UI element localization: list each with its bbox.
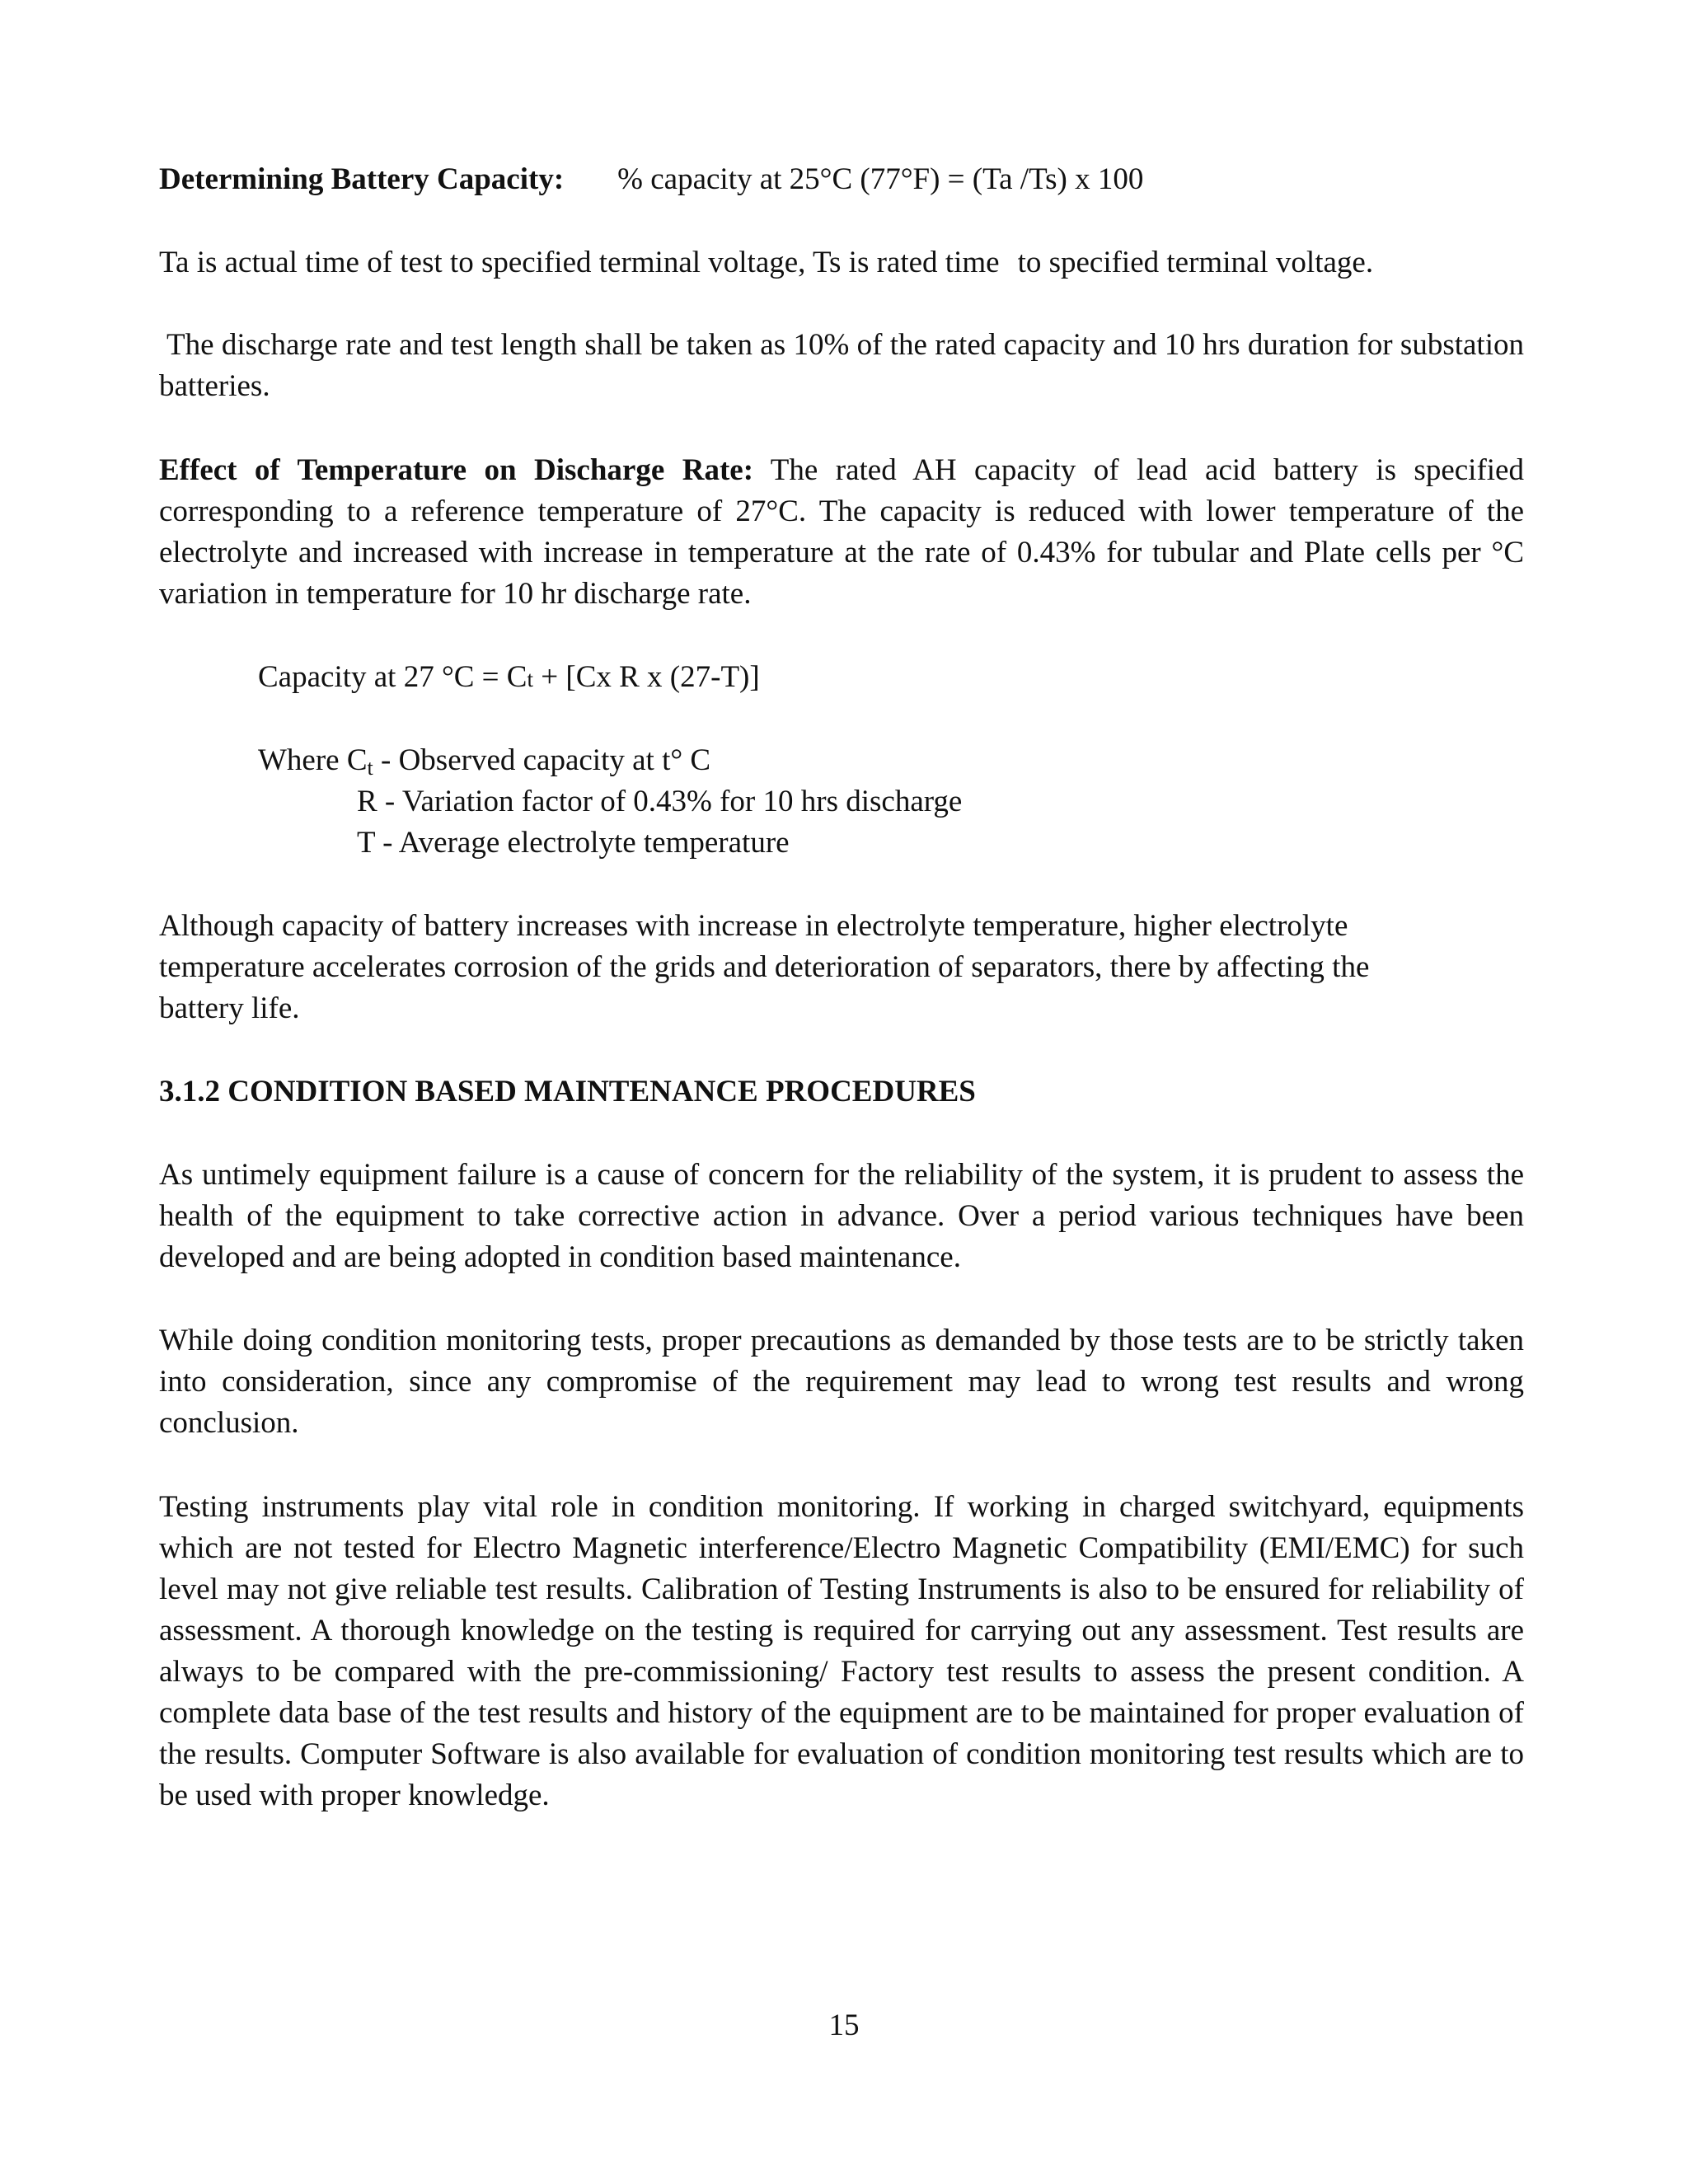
paragraph-precautions: While doing condition monitoring tests, proper precautions as demanded by those tests are to be strictly taken into consideration, since any compromise of the requirement may lead to wrong test results and wrong conclusion. (159, 1324, 1524, 1440)
discharge-rate-paragraph: The discharge rate and test length shall be taken as 10% of the rated capacity and 10 hrs duration for substation batteries. (159, 328, 1524, 403)
where-label: Where (258, 743, 340, 777)
battery-capacity-formula: % capacity at 25°C (77°F) = (Ta /Ts) x 100 (617, 162, 1144, 196)
paragraph-untimely-failure: As untimely equipment failure is a cause of concern for the reliability of the system, it is prudent to assess the health of the equipment to take corrective action in advance. Over a period various techniques have been developed and are being adopted in condition based maintenance. (159, 1158, 1524, 1274)
temperature-effect-label: Effect of Temperature on Discharge Rate: (159, 453, 754, 487)
ta-ts-definition-part1: Ta is actual time of test to specified terminal voltage, Ts is rated time (159, 246, 1000, 279)
temperature-effect-text: The rated AH capacity of lead acid battery is specified corresponding to a reference temperature of 27°C. The capacity is reduced with lower temperature of the electrolyte and increased with increase in temperature at the rate of 0.43% for tubular and Plate cells per °C variation in temperature for 10 hr discharge rate. (159, 453, 1524, 611)
paragraph-testing-instruments: Testing instruments play vital role in condition monitoring. If working in charged switchyard, equipments which are not tested for Electro Magnetic interference/Electro Magnetic Compatibility (EMI/EMC) for such level may not give reliable test results. Calibration of Testing Instruments is also to be ensured for reliability of assessment. A thorough knowledge on the testing is required for carrying out any assessment. Test results are always to be compared with the pre-commissioning/ Factory test results to assess the present condition. A complete data base of the test results and history of the equipment are to be maintained for proper evaluation of the results. Computer Software is also available for evaluation of condition monitoring test results which are to be used with proper knowledge. (159, 1490, 1524, 1812)
section-heading: 3.1.2 CONDITION BASED MAINTENANCE PROCEDURES (159, 1075, 976, 1108)
page-number: 15 (828, 2008, 860, 2042)
electrolyte-line-3: battery life. (159, 991, 300, 1025)
battery-capacity-line (159, 159, 1524, 200)
where-c-description: - Observed capacity at t° C (373, 743, 711, 777)
capacity-formula-prefix: Capacity at 27 °C = C (258, 660, 528, 694)
where-c-symbol: C (346, 743, 368, 777)
electrolyte-line-1: Although capacity of battery increases with increase in electrolyte temperature, higher electrolyte (159, 909, 1348, 943)
ta-ts-definition-part2: to specified terminal voltage. (1017, 246, 1374, 279)
where-c-subscript: t (367, 756, 373, 780)
ta-ts-definition (159, 242, 1524, 284)
capacity-formula-subscript: t (527, 667, 533, 691)
capacity-formula-suffix: + [Cx R x (27-T)] (533, 660, 760, 694)
temperature-effect-paragraph (159, 450, 1524, 615)
capacity-formula (258, 657, 1494, 700)
where-r-line: R - Variation factor of 0.43% for 10 hrs discharge (357, 785, 963, 818)
electrolyte-line-2: temperature accelerates corrosion of the grids and deterioration of separators, there by affecting the (159, 950, 1370, 984)
battery-capacity-label: Determining Battery Capacity: (159, 162, 565, 196)
where-t-line: T - Average electrolyte temperature (357, 826, 790, 860)
